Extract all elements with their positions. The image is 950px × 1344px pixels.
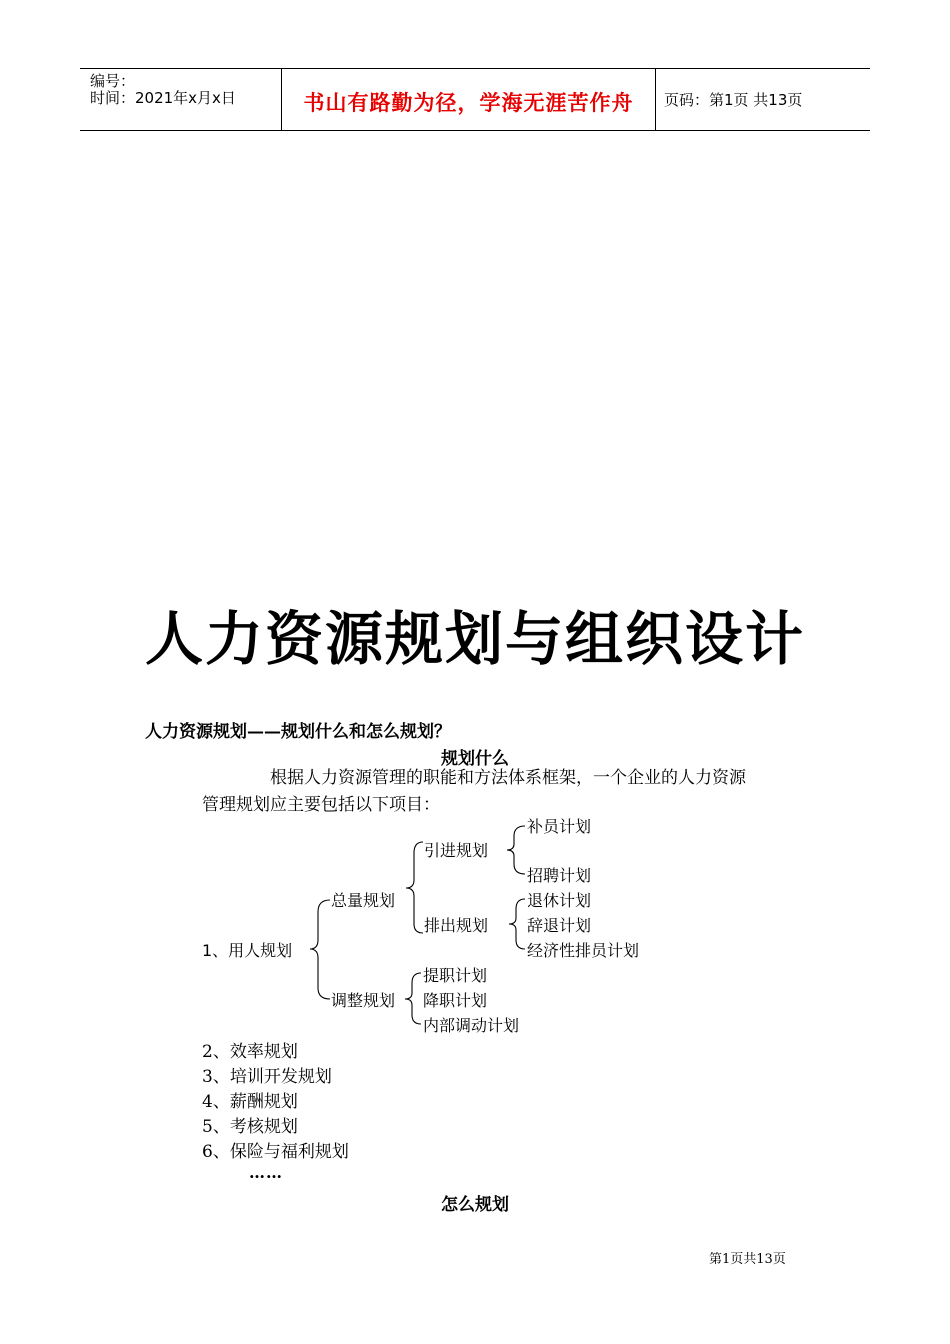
page-footer: 第1页共13页 <box>709 1252 786 1267</box>
intro-line-2: 管理规划应主要包括以下项目： <box>202 795 440 815</box>
list-item: 4、薪酬规划 <box>202 1092 298 1112</box>
tree-adjust: 调整规划 <box>331 991 396 1010</box>
document-header <box>80 68 870 131</box>
brace-adjust <box>405 973 421 1024</box>
tree-transfer: 内部调动计划 <box>423 1016 520 1035</box>
intro-paragraph <box>202 765 812 819</box>
tree-promote: 提职计划 <box>423 966 488 985</box>
plan-list <box>202 1040 349 1165</box>
tree-recruit: 招聘计划 <box>527 866 592 885</box>
list-item: 6、保险与福利规划 <box>202 1142 349 1162</box>
section-heading-how: 怎么规划 <box>441 1195 509 1215</box>
brace-intro <box>507 826 525 874</box>
list-item: 3、培训开发规划 <box>202 1067 332 1087</box>
list-item: 5、考核规划 <box>202 1117 298 1137</box>
brace-total <box>406 842 423 933</box>
tree-exit: 排出规划 <box>424 916 489 935</box>
header-meta-cell <box>80 69 282 130</box>
tree-supplement: 补员计划 <box>527 817 592 836</box>
header-page-cell <box>656 69 870 130</box>
tree-retire: 退休计划 <box>527 891 592 910</box>
subheading: 人力资源规划——规划什么和怎么规划？ <box>145 722 451 742</box>
time-label: 时间：2021年x月x日 <box>90 89 236 107</box>
section-heading-what: 规划什么 <box>441 749 509 769</box>
tree-intro: 引进规划 <box>424 841 489 860</box>
page-info: 页码：第1页 共13页 <box>664 91 803 109</box>
document-title: 人力资源规划与组织设计 <box>144 605 805 673</box>
brace-exit <box>509 899 525 949</box>
brace-root <box>310 900 330 999</box>
ellipsis: …… <box>249 1163 283 1182</box>
number-label: 编号： <box>90 72 136 90</box>
tree-root: 1、用人规划 <box>202 941 293 960</box>
motto: 书山有路勤为径，学海无涯苦作舟 <box>303 91 634 115</box>
list-item: 2、效率规划 <box>202 1042 298 1062</box>
tree-demote: 降职计划 <box>423 991 488 1010</box>
tree-total: 总量规划 <box>331 891 396 910</box>
tree-layoff: 经济性排员计划 <box>527 941 640 960</box>
intro-line-1: 根据人力资源管理的职能和方法体系框架，一个企业的人力资源 <box>270 768 746 788</box>
header-motto-cell <box>282 69 656 130</box>
tree-dismiss: 辞退计划 <box>527 916 592 935</box>
